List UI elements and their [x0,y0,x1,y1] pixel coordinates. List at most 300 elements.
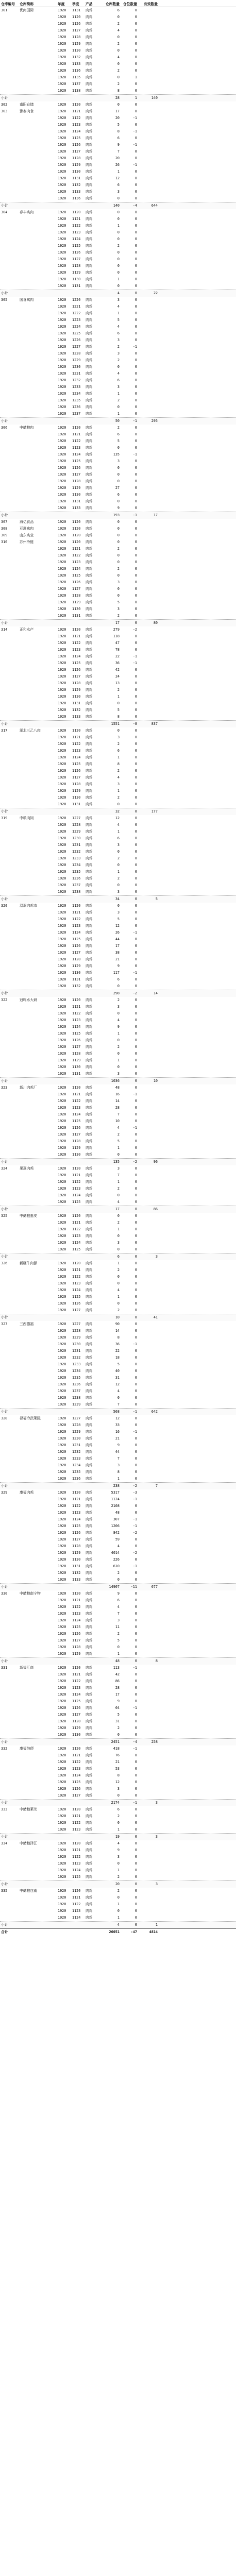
product-cell: 肉鸡 [86,170,93,174]
product-cell: 肉鸡 [86,1551,93,1555]
product-cell: 肉鸡 [86,264,93,268]
product-cell: 肉鸡 [86,1389,93,1393]
product-cell: 肉鸡 [86,1686,93,1690]
stock-qty-cell: 21 [115,1436,120,1440]
quarter-cell: 1130 [72,607,81,611]
quarter-cell: 1135 [72,75,81,79]
subtotal-stock: 135 [113,1160,120,1164]
product-cell: 肉鸡 [86,1504,93,1508]
table-row [0,411,236,417]
quarter-cell: 1129 [72,600,81,604]
quarter-cell: 1127 [72,472,81,477]
product-cell: 肉鸡 [86,951,93,955]
position-qty-cell: 0 [134,1402,137,1406]
position-qty-cell: 0 [134,1841,137,1845]
position-qty-cell: 0 [134,298,137,302]
product-cell: 肉鸡 [86,1733,93,1737]
table-row [0,1711,236,1718]
product-cell: 肉鸡 [86,82,93,86]
year-cell: 1920 [58,1086,66,1090]
year-cell: 1920 [58,957,66,961]
table-row [0,997,236,1004]
quarter-cell: 1126 [72,1531,81,1535]
stock-qty-cell: 2 [117,688,120,692]
year-cell: 1920 [58,1247,66,1251]
product-cell: 肉鸡 [86,1916,93,1920]
table-row [0,74,236,81]
subtotal-label: 小计 [1,1882,8,1886]
position-qty-cell: 0 [134,1760,137,1764]
stock-qty-cell: 27 [115,486,120,490]
table-row [0,88,236,94]
table-row [0,1489,236,1496]
year-cell: 1920 [58,1132,66,1137]
product-cell: 肉鸡 [86,1719,93,1723]
table-row [0,283,236,290]
quarter-cell: 1126 [72,769,81,773]
quarter-cell: 1127 [72,257,81,261]
stock-qty-cell: 6 [117,432,120,436]
table-row [0,909,236,916]
table-row [0,350,236,357]
table-row [0,855,236,862]
year-cell: 1920 [58,1126,66,1130]
table-row [0,115,236,122]
table-row [0,1901,236,1908]
stock-qty-cell: 4 [117,1605,120,1609]
stock-qty-cell: 5 [117,1713,120,1717]
year-cell: 1920 [58,749,66,753]
position-qty-cell: 0 [134,1861,137,1866]
position-qty-cell: 0 [134,472,137,477]
table-row [0,1611,236,1617]
stock-qty-cell: 10 [115,1119,120,1123]
warehouse-code: 324 [1,1166,8,1171]
table-row [0,1914,236,1921]
product-cell: 肉鸡 [86,1861,93,1866]
position-qty-cell: 0 [134,984,137,988]
position-qty-cell: 0 [134,230,137,234]
header-cell: 产品 [86,2,93,6]
header-cell: 仓位数量 [123,2,137,6]
stock-qty-cell: 4 [117,823,120,827]
stock-qty-cell: 2 [117,795,120,800]
stock-qty-cell: 0 [117,1281,120,1285]
year-cell: 1920 [58,264,66,268]
quarter-cell: 1121 [72,1221,81,1225]
quarter-cell: 1120 [72,1490,81,1495]
quarter-cell: 1131 [72,1072,81,1076]
table-row [0,1321,236,1328]
quarter-cell: 1122 [72,1679,81,1683]
table-row [0,579,236,586]
table-row [0,754,236,761]
stock-qty-cell: 1 [117,1652,120,1656]
quarter-cell: 1123 [72,560,81,564]
quarter-cell: 1124 [72,1692,81,1697]
table-row [0,599,236,606]
year-cell: 1920 [58,1895,66,1900]
subtotal-valid: 140 [151,96,158,100]
product-cell: 肉鸡 [86,648,93,652]
subtotal-stock: 20 [115,1882,120,1886]
table-row [0,566,236,572]
year-cell: 1920 [58,870,66,874]
position-qty-cell: 0 [134,1652,137,1656]
subtotal-row [0,94,236,101]
subtotal-row [0,512,236,519]
position-qty-cell: 0 [134,244,137,248]
position-qty-cell: -1 [132,1126,137,1130]
quarter-cell: 1222 [72,311,81,315]
year-cell: 1920 [58,904,66,908]
table-row [0,492,236,498]
year-cell: 1920 [58,1814,66,1818]
position-qty-cell: 0 [134,951,137,955]
product-cell: 肉鸡 [86,1564,93,1568]
quarter-cell: 1230 [72,365,81,369]
stock-qty-cell: 0 [117,405,120,409]
year-cell: 1920 [58,446,66,450]
table-row [0,1226,236,1233]
position-qty-cell: 0 [134,567,137,571]
stock-qty-cell: 0 [117,904,120,908]
year-cell: 1920 [58,1855,66,1859]
quarter-cell: 1127 [72,1308,81,1312]
product-cell: 肉鸡 [86,1038,93,1042]
position-qty-cell: -1 [132,654,137,658]
position-qty-cell: 0 [134,1793,137,1798]
stock-qty-cell: 2 [117,1045,120,1049]
product-cell: 肉鸡 [86,1443,93,1447]
position-qty-cell: -1 [132,163,137,167]
product-cell: 肉鸡 [86,190,93,194]
product-cell: 肉鸡 [86,378,93,382]
year-cell: 1920 [58,998,66,1002]
year-cell: 1920 [58,1187,66,1191]
quarter-cell: 1124 [72,1868,81,1872]
position-qty-cell: 0 [134,789,137,793]
table-row [0,364,236,370]
warehouse-name: 中储粮泽江 [20,1841,37,1845]
stock-qty-cell: 3 [117,1855,120,1859]
table-row [0,425,236,431]
product-cell: 肉鸡 [86,614,93,618]
position-qty-cell: 0 [134,1463,137,1467]
product-cell: 肉鸡 [86,1692,93,1697]
position-qty-cell: 0 [134,277,137,281]
quarter-cell: 1125 [72,1625,81,1629]
subtotal-label: 小计 [1,722,8,726]
table-row [0,269,236,276]
product-cell: 肉鸡 [86,439,93,443]
stock-qty-cell: 2 [117,1814,120,1818]
product-cell: 肉鸡 [86,499,93,503]
year-cell: 1920 [58,351,66,355]
quarter-cell: 1124 [72,1025,81,1029]
product-cell: 肉鸡 [86,1524,93,1528]
product-cell: 肉鸡 [86,1261,93,1265]
product-cell: 肉鸡 [86,116,93,120]
quarter-cell: 1122 [72,553,81,557]
year-cell: 1920 [58,1645,66,1649]
product-cell: 肉鸡 [86,42,93,46]
position-qty-cell: 0 [134,614,137,618]
subtotal-position: 0 [134,1079,137,1083]
quarter-cell: 1125 [72,1119,81,1123]
position-qty-cell: 0 [134,944,137,948]
stock-qty-cell: 17 [115,944,120,948]
position-qty-cell: 0 [134,1753,137,1757]
stock-qty-cell: 0 [117,1301,120,1306]
table-row [0,667,236,673]
stock-qty-cell: 0 [117,48,120,53]
product-cell: 肉鸡 [86,1396,93,1400]
table-row [0,976,236,983]
year-cell: 1920 [58,371,66,376]
year-cell: 1920 [58,648,66,652]
year-cell: 1920 [58,143,66,147]
quarter-cell: 1123 [72,1767,81,1771]
product-cell: 肉鸡 [86,1463,93,1467]
product-cell: 肉鸡 [86,1281,93,1285]
year-cell: 1920 [58,69,66,73]
product-cell: 肉鸡 [86,493,93,497]
table-row [0,822,236,828]
stock-qty-cell: 0 [117,1793,120,1798]
product-cell: 肉鸡 [86,1517,93,1521]
year-cell: 1920 [58,1618,66,1622]
stock-qty-cell: 12 [115,176,120,180]
position-qty-cell: -1 [132,661,137,665]
year-cell: 1920 [58,89,66,93]
subtotal-position: -4 [132,1740,137,1744]
quarter-cell: 1123 [72,749,81,753]
subtotal-position: 0 [134,1923,137,1927]
product-cell: 肉鸡 [86,641,93,645]
subtotal-position: -1 [132,419,137,423]
stock-qty-cell: 0 [117,446,120,450]
stock-qty-cell: 7 [117,1456,120,1461]
year-cell: 1920 [58,170,66,174]
stock-qty-cell: 13 [115,681,120,685]
table-row [0,1604,236,1611]
position-qty-cell: 0 [134,957,137,961]
quarter-cell: 1127 [72,674,81,679]
position-qty-cell: 0 [134,55,137,59]
subtotal-row [0,720,236,727]
subtotal-label: 小计 [1,1659,8,1663]
subtotal-row [0,990,236,997]
position-qty-cell: 0 [134,22,137,26]
subtotal-label: 小计 [1,1079,8,1083]
product-cell: 肉鸡 [86,1301,93,1306]
position-qty-cell: 0 [134,1699,137,1703]
stock-qty-cell: 16 [115,1092,120,1096]
table-row [0,1199,236,1206]
year-cell: 1920 [58,883,66,887]
product-cell: 肉鸡 [86,1126,93,1130]
table-row [0,673,236,680]
warehouse-code: 309 [1,533,8,537]
position-qty-cell: 0 [134,183,137,187]
year-cell: 1920 [58,587,66,591]
product-cell: 肉鸡 [86,1699,93,1703]
table-row [0,243,236,249]
year-cell: 1920 [58,1605,66,1609]
product-cell: 肉鸡 [86,351,93,355]
table-row [0,660,236,667]
warehouse-name: 中储粮南宁物 [20,1591,41,1596]
year-cell: 1920 [58,210,66,214]
stock-qty-cell: 4 [117,28,120,32]
stock-qty-cell: 26 [115,163,120,167]
subtotal-valid: 258 [151,1740,158,1744]
year-cell: 1920 [58,1173,66,1177]
year-cell: 1920 [58,594,66,598]
product-cell: 肉鸡 [86,338,93,342]
position-qty-cell: -1 [132,1706,137,1710]
table-row [0,1105,236,1111]
subtotal-row [0,417,236,425]
stock-qty-cell: 0 [117,540,120,544]
quarter-cell: 1228 [72,351,81,355]
quarter-cell: 1125 [72,1295,81,1299]
subtotal-stock: 48 [115,1659,120,1663]
table-row [0,478,236,485]
position-qty-cell: 0 [134,1261,137,1265]
position-qty-cell: 0 [134,1058,137,1062]
year-cell: 1920 [58,365,66,369]
warehouse-code: 325 [1,1214,8,1218]
year-cell: 1920 [58,1821,66,1825]
quarter-cell: 1122 [72,1902,81,1906]
subtotal-valid: 644 [151,204,158,208]
position-qty-cell: 0 [134,1065,137,1069]
position-qty-cell: 0 [134,1605,137,1609]
table-row [0,101,236,108]
stock-qty-cell: 1124 [111,1497,120,1501]
year-cell: 1920 [58,196,66,200]
quarter-cell: 1122 [72,1011,81,1015]
table-row [0,714,236,720]
year-cell: 1920 [58,459,66,463]
table-row [0,559,236,566]
table-row [0,1888,236,1894]
quarter-cell: 1233 [72,385,81,389]
quarter-cell: 1130 [72,1065,81,1069]
quarter-cell: 1128 [72,1645,81,1649]
product-cell: 肉鸡 [86,1423,93,1427]
warehouse-code: 326 [1,1261,8,1265]
quarter-cell: 1125 [72,244,81,248]
product-cell: 肉鸡 [86,230,93,234]
position-qty-cell: 0 [134,1848,137,1852]
product-cell: 肉鸡 [86,594,93,598]
quarter-cell: 1131 [72,1564,81,1568]
stock-qty-cell: 1 [117,755,120,759]
quarter-cell: 1129 [72,270,81,275]
stock-qty-cell: 2 [117,1132,120,1137]
table-row [0,1422,236,1429]
year-cell: 1920 [58,553,66,557]
product-cell: 肉鸡 [86,1787,93,1791]
quarter-cell: 1133 [72,1578,81,1582]
position-qty-cell: 0 [134,648,137,652]
year-cell: 1920 [58,560,66,564]
position-qty-cell: 0 [134,405,137,409]
stock-qty-cell: 5 [117,1139,120,1143]
quarter-cell: 1231 [72,1443,81,1447]
stock-qty-cell: 2 [117,82,120,86]
warehouse-code: 310 [1,540,8,544]
position-qty-cell: 0 [134,533,137,537]
year-cell: 1920 [58,1349,66,1353]
subtotal-row [0,1314,236,1321]
position-qty-cell: -1 [132,1342,137,1346]
table-row [0,1401,236,1408]
year-cell: 1920 [58,48,66,53]
stock-qty-cell: 1 [117,224,120,228]
product-cell: 肉鸡 [86,836,93,840]
position-qty-cell: 0 [134,795,137,800]
subtotal-stock: 19 [115,1835,120,1839]
product-cell: 肉鸡 [86,547,93,551]
year-cell: 1920 [58,183,66,187]
stock-qty-cell: 2 [117,1221,120,1225]
product-cell: 肉鸡 [86,1106,93,1110]
subtotal-stock: 2174 [111,1801,120,1805]
stock-qty-cell: 1 [117,829,120,834]
position-qty-cell: 0 [134,371,137,376]
table-row [0,263,236,269]
quarter-cell: 1125 [72,573,81,578]
product-cell: 肉鸡 [86,136,93,140]
position-qty-cell: 0 [134,1618,137,1622]
product-cell: 肉鸡 [86,1827,93,1832]
stock-qty-cell: 2 [117,876,120,880]
quarter-cell: 1229 [72,1335,81,1340]
quarter-cell: 1123 [72,1827,81,1832]
position-qty-cell: 0 [134,1382,137,1386]
stock-qty-cell: 0 [117,1065,120,1069]
year-cell: 1920 [58,358,66,362]
year-cell: 1920 [58,782,66,786]
product-cell: 肉鸡 [86,48,93,53]
stock-qty-cell: 0 [117,1895,120,1900]
product-cell: 肉鸡 [86,1889,93,1893]
product-cell: 肉鸡 [86,1855,93,1859]
subtotal-label: 小计 [1,419,8,423]
year-cell: 1920 [58,75,66,79]
position-qty-cell: 0 [134,1787,137,1791]
product-cell: 肉鸡 [86,392,93,396]
position-qty-cell: 0 [134,398,137,402]
stock-qty-cell: 78 [115,648,120,652]
warehouse-code: 335 [1,1889,8,1893]
quarter-cell: 1127 [72,28,81,32]
stock-qty-cell: 1 [117,1295,120,1299]
position-qty-cell: 0 [134,82,137,86]
subtotal-row [0,1158,236,1165]
quarter-cell: 1120 [72,103,81,107]
product-cell: 肉鸡 [86,1848,93,1852]
table-row [0,1779,236,1786]
table-row [0,397,236,404]
stock-qty-cell: 3 [117,298,120,302]
stock-qty-cell: 7 [117,1173,120,1177]
position-qty-cell: 0 [134,816,137,820]
